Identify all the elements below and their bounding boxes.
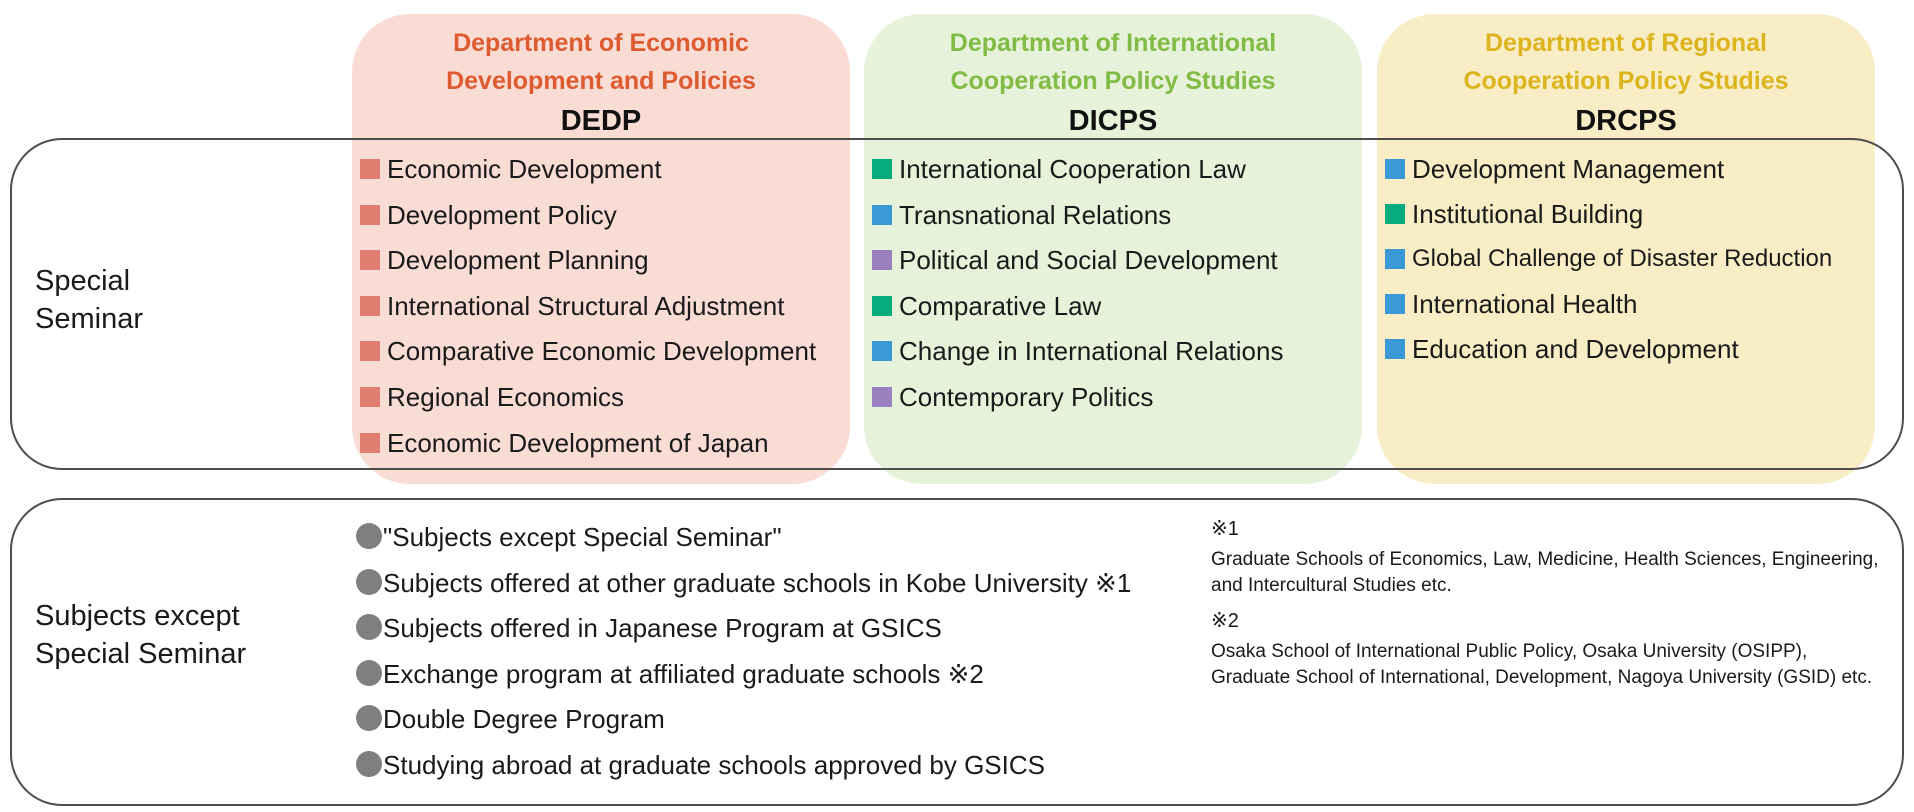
seminar-item: International Structural Adjustment xyxy=(360,287,830,333)
square-bullet-icon xyxy=(872,250,892,270)
seminar-item: Change in International Relations xyxy=(872,332,1342,378)
list-item: Subjects offered in Japanese Program at GSICS xyxy=(356,609,1186,655)
circle-bullet-icon xyxy=(356,751,382,777)
list-item: Studying abroad at graduate schools approved by GSICS xyxy=(356,746,1186,792)
dedp-seminar-list xyxy=(360,150,830,469)
seminar-item: Economic Development xyxy=(360,150,830,196)
dept-abbr-drcps: DRCPS xyxy=(1575,105,1677,137)
square-bullet-icon xyxy=(872,387,892,407)
seminar-item: Institutional Building xyxy=(1385,195,1885,240)
special-seminar-label: Special Seminar xyxy=(35,265,143,335)
seminar-item: Global Challenge of Disaster Reduction xyxy=(1385,240,1885,285)
square-bullet-icon xyxy=(360,205,380,225)
footnote-text-1: Graduate Schools of Economics, Law, Medicine, Health Sciences, Engineering, and Intercultural Studies etc. xyxy=(1211,549,1879,596)
seminar-item: Development Management xyxy=(1385,150,1885,195)
square-bullet-icon xyxy=(360,387,380,407)
circle-bullet-icon xyxy=(356,614,382,640)
square-bullet-icon xyxy=(1385,204,1405,224)
circle-bullet-icon xyxy=(356,569,382,595)
square-bullet-icon xyxy=(360,159,380,179)
seminar-item: Transnational Relations xyxy=(872,196,1342,242)
seminar-item: Regional Economics xyxy=(360,378,830,424)
dept-abbr-dedp: DEDP xyxy=(560,105,642,137)
square-bullet-icon xyxy=(1385,339,1405,359)
dept-name-drcps: Department of Regional Cooperation Policy Studies xyxy=(1463,29,1789,95)
seminar-item: Comparative Law xyxy=(872,287,1342,333)
seminar-item: Comparative Economic Development xyxy=(360,332,830,378)
seminar-item: Economic Development of Japan xyxy=(360,424,830,470)
square-bullet-icon xyxy=(1385,159,1405,179)
subjects-except-list xyxy=(356,518,1186,792)
square-bullet-icon xyxy=(872,296,892,316)
seminar-item: Education and Development xyxy=(1385,330,1885,375)
dept-abbr-dicps: DICPS xyxy=(1068,105,1158,137)
square-bullet-icon xyxy=(360,296,380,316)
circle-bullet-icon xyxy=(356,660,382,686)
footnote-text-2: Osaka School of International Public Policy, Osaka University (OSIPP), Graduate School of International, Development, Nagoya University (GSID) etc. xyxy=(1211,641,1873,688)
square-bullet-icon xyxy=(872,205,892,225)
list-item: Exchange program at affiliated graduate schools ※2 xyxy=(356,655,1186,701)
seminar-item: Development Planning xyxy=(360,241,830,287)
square-bullet-icon xyxy=(360,341,380,361)
seminar-item: Political and Social Development xyxy=(872,241,1342,287)
footnote-mark-1: ※1 xyxy=(1211,518,1239,540)
circle-bullet-icon xyxy=(356,523,382,549)
subjects-except-label: Subjects except Special Seminar xyxy=(35,600,247,670)
square-bullet-icon xyxy=(872,341,892,361)
seminar-item: Contemporary Politics xyxy=(872,378,1342,424)
square-bullet-icon xyxy=(872,159,892,179)
drcps-seminar-list xyxy=(1385,150,1885,375)
square-bullet-icon xyxy=(1385,294,1405,314)
list-item: Double Degree Program xyxy=(356,700,1186,746)
circle-bullet-icon xyxy=(356,705,382,731)
footnote-mark-2: ※2 xyxy=(1211,610,1239,632)
square-bullet-icon xyxy=(360,250,380,270)
list-item: Subjects offered at other graduate schools in Kobe University ※1 xyxy=(356,564,1186,610)
square-bullet-icon xyxy=(360,433,380,453)
seminar-item: Development Policy xyxy=(360,196,830,242)
dept-name-dicps: Department of International Cooperation Policy Studies xyxy=(949,29,1277,95)
dept-name-dedp: Department of Economic Development and Policies xyxy=(446,29,756,95)
seminar-item: International Cooperation Law xyxy=(872,150,1342,196)
footnotes xyxy=(1211,515,1891,699)
seminar-item: International Health xyxy=(1385,285,1885,330)
list-item: "Subjects except Special Seminar" xyxy=(356,518,1186,564)
square-bullet-icon xyxy=(1385,249,1405,269)
dicps-seminar-list xyxy=(872,150,1342,424)
